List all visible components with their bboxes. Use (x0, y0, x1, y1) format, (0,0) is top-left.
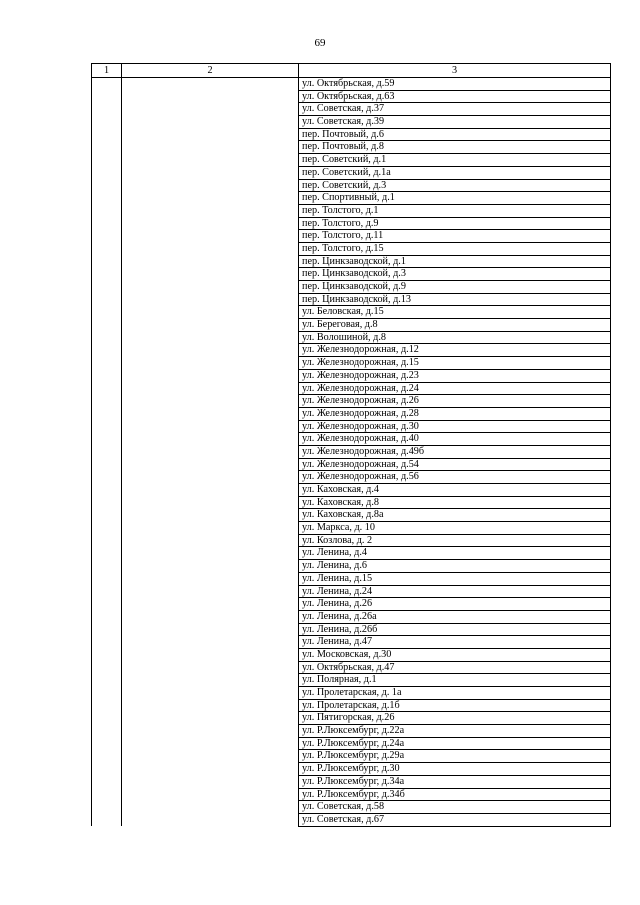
table-header-row (92, 64, 611, 78)
address-cell: ул. Советская, д.67 (299, 813, 611, 826)
address-cell: ул. Р.Люксембург, д.29а (299, 750, 611, 763)
address-cell: пер. Спортивный, д.1 (299, 192, 611, 205)
address-cell: пер. Советский, д.3 (299, 179, 611, 192)
address-cell: ул. Пролетарская, д.1б (299, 699, 611, 712)
address-cell: ул. Волошиной, д.8 (299, 331, 611, 344)
column-header-3: 3 (299, 64, 611, 78)
address-cell: ул. Октябрьская, д.63 (299, 90, 611, 103)
address-cell: пер. Цинкзаводской, д.13 (299, 293, 611, 306)
address-cell: ул. Железнодорожная, д.54 (299, 458, 611, 471)
column-header-1: 1 (92, 64, 122, 78)
address-cell: ул. Ленина, д.6 (299, 560, 611, 573)
column-header-2: 2 (122, 64, 299, 78)
column-1-cell (92, 78, 122, 827)
address-cell: ул. Маркса, д. 10 (299, 522, 611, 535)
address-cell: пер. Почтовый, д.6 (299, 128, 611, 141)
table-body (92, 78, 611, 827)
address-cell: ул. Р.Люксембург, д.24а (299, 737, 611, 750)
address-cell: ул. Железнодорожная, д.24 (299, 382, 611, 395)
address-cell: пер. Толстого, д.15 (299, 242, 611, 255)
address-cell: ул. Пятигорская, д.26 (299, 712, 611, 725)
address-cell: ул. Пролетарская, д. 1а (299, 687, 611, 700)
address-cell: ул. Каховская, д.4 (299, 484, 611, 497)
address-cell: пер. Почтовый, д.8 (299, 141, 611, 154)
address-cell: ул. Ленина, д.26а (299, 610, 611, 623)
address-cell: ул. Ленина, д.24 (299, 585, 611, 598)
address-cell: пер. Советский, д.1 (299, 154, 611, 167)
address-cell: пер. Советский, д.1а (299, 166, 611, 179)
address-cell: ул. Ленина, д.47 (299, 636, 611, 649)
address-cell: ул. Р.Люксембург, д.34а (299, 775, 611, 788)
address-cell: ул. Железнодорожная, д.30 (299, 420, 611, 433)
address-cell: ул. Железнодорожная, д.23 (299, 369, 611, 382)
address-cell: пер. Цинкзаводской, д.1 (299, 255, 611, 268)
address-cell: пер. Цинкзаводской, д.9 (299, 281, 611, 294)
address-cell: ул. Железнодорожная, д.56 (299, 471, 611, 484)
address-cell: ул. Октябрьская, д.59 (299, 78, 611, 91)
address-cell: пер. Цинкзаводской, д.3 (299, 268, 611, 281)
address-cell: пер. Толстого, д.9 (299, 217, 611, 230)
address-cell: ул. Полярная, д.1 (299, 674, 611, 687)
column-2-cell (122, 78, 299, 827)
address-cell: ул. Ленина, д.15 (299, 572, 611, 585)
address-cell: ул. Железнодорожная, д.40 (299, 433, 611, 446)
address-cell: ул. Каховская, д.8а (299, 509, 611, 522)
address-cell: ул. Железнодорожная, д.12 (299, 344, 611, 357)
page-number: 69 (314, 37, 326, 49)
address-cell: ул. Береговая, д.8 (299, 319, 611, 332)
address-cell: ул. Ленина, д.26 (299, 598, 611, 611)
address-cell: пер. Толстого, д.11 (299, 230, 611, 243)
address-cell: ул. Р.Люксембург, д.22а (299, 725, 611, 738)
address-cell: ул. Р.Люксембург, д.34б (299, 788, 611, 801)
table-row (92, 78, 611, 91)
address-cell: ул. Железнодорожная, д.26 (299, 395, 611, 408)
address-cell: ул. Советская, д.39 (299, 116, 611, 129)
address-cell: ул. Советская, д.37 (299, 103, 611, 116)
address-table (91, 63, 611, 827)
address-cell: ул. Советская, д.58 (299, 801, 611, 814)
address-cell: ул. Железнодорожная, д.15 (299, 357, 611, 370)
address-cell: ул. Р.Люксембург, д.30 (299, 763, 611, 776)
address-cell: ул. Ленина, д.26б (299, 623, 611, 636)
address-cell: ул. Железнодорожная, д.28 (299, 407, 611, 420)
address-cell: ул. Каховская, д.8 (299, 496, 611, 509)
address-cell: ул. Козлова, д. 2 (299, 534, 611, 547)
address-cell: ул. Железнодорожная, д.49б (299, 445, 611, 458)
address-cell: ул. Беловская, д.15 (299, 306, 611, 319)
address-cell: ул. Московская, д.30 (299, 648, 611, 661)
address-cell: ул. Ленина, д.4 (299, 547, 611, 560)
address-cell: ул. Октябрьская, д.47 (299, 661, 611, 674)
address-cell: пер. Толстого, д.1 (299, 204, 611, 217)
